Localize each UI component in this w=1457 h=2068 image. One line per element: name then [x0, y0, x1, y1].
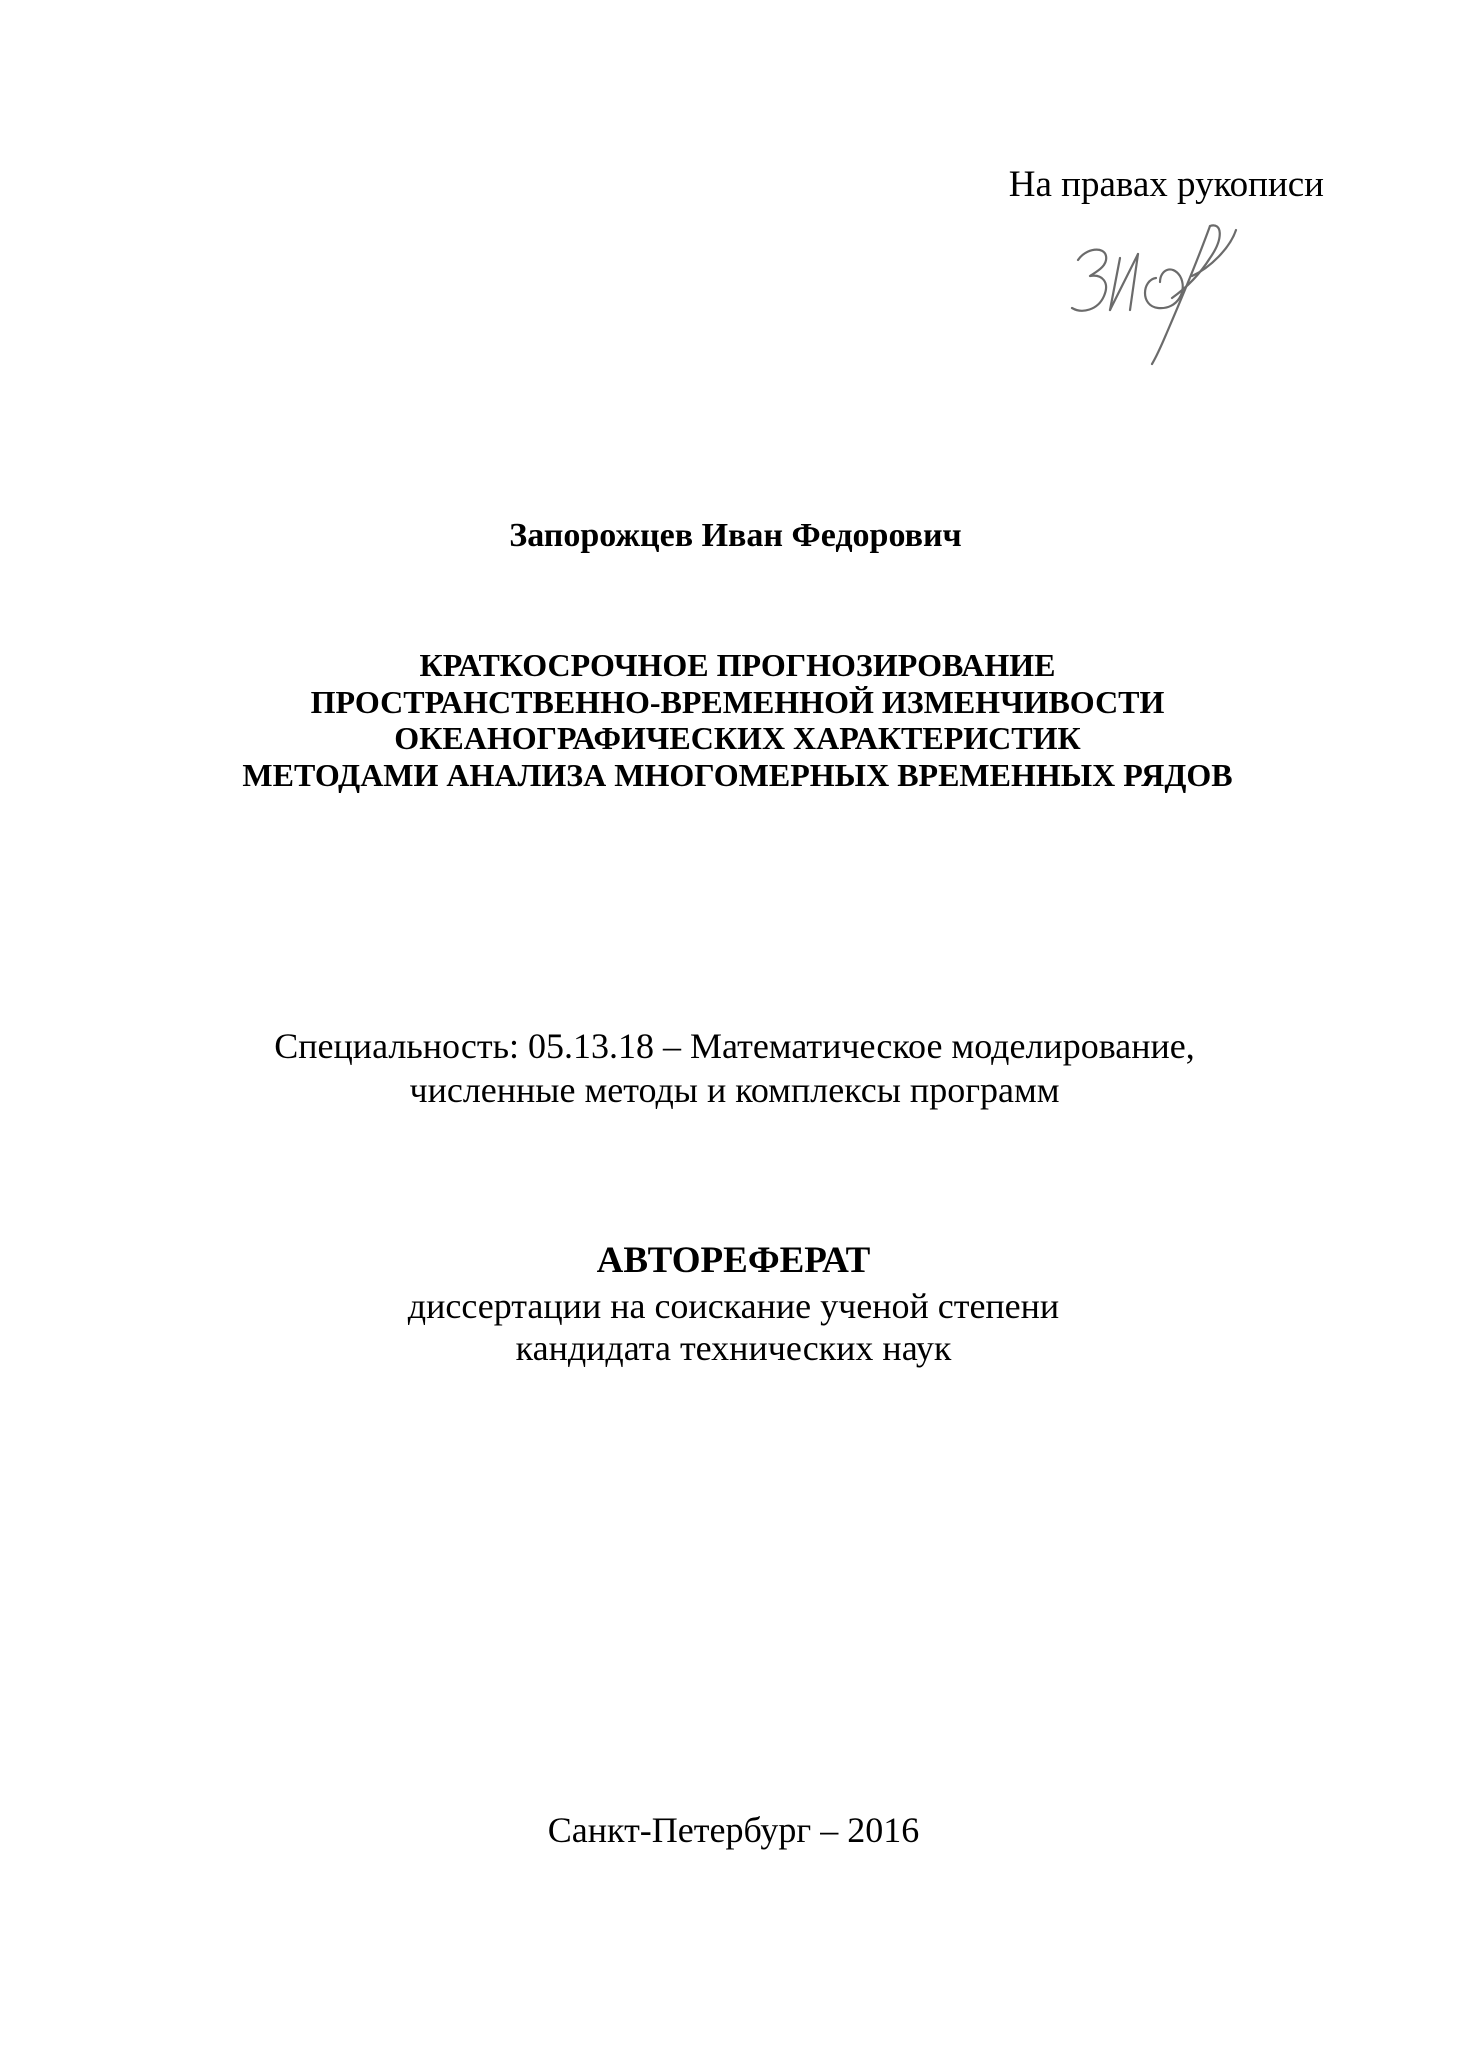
abstract-section [0, 1237, 1457, 1369]
specialty-line: численные методы и комплексы программ [409, 1070, 1060, 1110]
author-name: Запорожцев Иван Федорович [509, 517, 962, 554]
signature-graphic [1060, 218, 1250, 368]
dissertation-title [0, 647, 1457, 793]
specialty-line: Специальность: 05.13.18 – Математическое моделирование, [274, 1026, 1195, 1066]
abstract-line: кандидата технических наук [515, 1328, 952, 1368]
manuscript-note: На правах рукописи [1008, 164, 1324, 205]
title-line: КРАТКОСРОЧНОЕ ПРОГНОЗИРОВАНИЕ [419, 647, 1056, 683]
title-line: ПРОСТРАНСТВЕННО-ВРЕМЕННОЙ ИЗМЕНЧИВОСТИ [310, 683, 1165, 720]
specialty [0, 1024, 1457, 1112]
abstract-heading: АВТОРЕФЕРАТ [596, 1240, 871, 1281]
title-line: ОКЕАНОГРАФИЧЕСКИХ ХАРАКТЕРИСТИК [394, 720, 1081, 756]
place-year: Санкт-Петербург – 2016 [547, 1810, 920, 1850]
title-line: МЕТОДАМИ АНАЛИЗА МНОГОМЕРНЫХ ВРЕМЕННЫХ РЯДОВ [242, 756, 1233, 793]
abstract-line: диссертации на соискание ученой степени [407, 1286, 1060, 1326]
handwritten-signature [1060, 218, 1250, 368]
